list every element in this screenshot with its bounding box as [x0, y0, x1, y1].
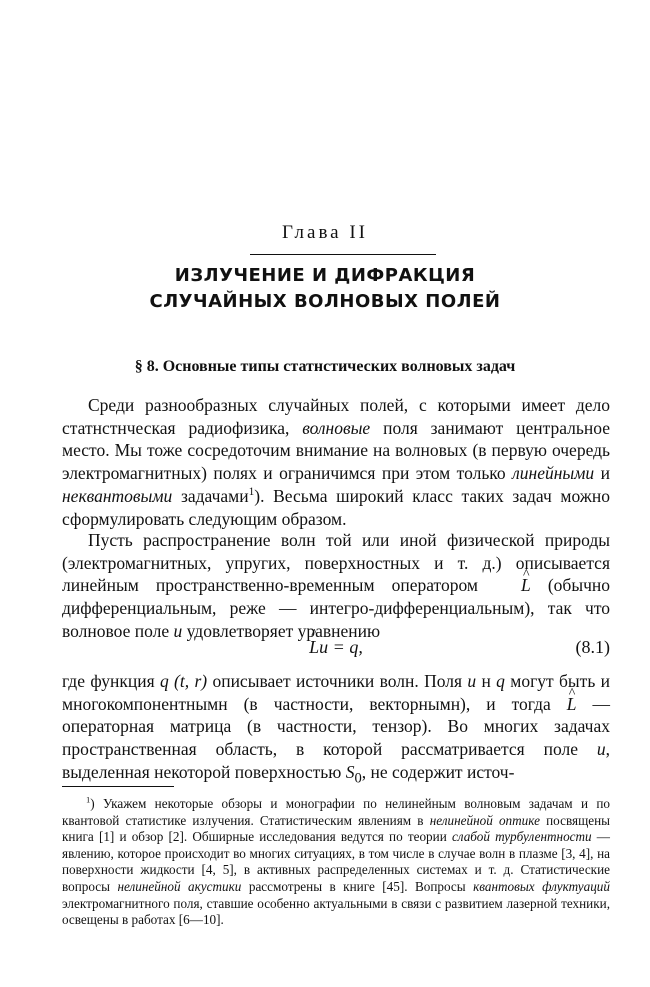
text-run: и [594, 463, 610, 484]
text-run: где функция [62, 671, 160, 691]
chapter-label: Глава II [281, 222, 369, 243]
field-symbol: u [173, 620, 183, 641]
text-run: (обычно дифференциальным, реже — интегро-дифференциальным), так что волновое поле [62, 575, 610, 641]
footnote-ref: 1 [248, 485, 255, 498]
source-symbol: q [496, 671, 505, 691]
text-run: — операторная матрица (в частности, тензор). Во многих задачах пространственная область, в которой рассматривается поле [62, 693, 611, 760]
text-run: электромагнитного поля, ставшие особенно актуальными в связи с развитием лазерной техники, освещены в работах [6—10]. [62, 895, 610, 928]
equation-rest: u = q, [319, 637, 363, 657]
italic-term: квантовых флуктуаций [473, 878, 610, 894]
text-run: посвящены книга [1] и обзор [2]. Обширные исследования ведутся по теории [62, 812, 610, 845]
text-run: рассмотрены в книге [45]. Вопросы [241, 878, 474, 894]
paragraph-2 [62, 529, 610, 643]
footnote-mark: 1 [86, 794, 91, 805]
italic-term: нелинейной оптике [429, 812, 540, 828]
operator-symbol: ^ L [495, 574, 531, 597]
text-run: — явлению, которое происходит во многих ситуациях, в том числе в случае волн в плазме [3, 4], на поверхности жидкости [4, 5], в активных распределенных системах и т. д. Статистические вопросы [62, 829, 610, 894]
text-run: Среди разнообразных случайных полей, с которыми имеет дело статнстнческая радиофизика, [62, 395, 610, 438]
surface-symbol: S [345, 761, 355, 782]
chapter-rule [250, 254, 436, 255]
chapter-title-line-1: ИЗЛУЧЕНИЕ И ДИФРАКЦИЯ [174, 265, 476, 286]
function-args: (t, r) [168, 671, 208, 691]
chapter-title-line-2: СЛУЧАЙНЫХ ВОЛНОВЫХ ПОЛЕЙ [149, 291, 501, 312]
text-run: , не содержит источ- [361, 761, 515, 782]
footnote-1 [62, 796, 610, 929]
equation-8-1 [62, 637, 610, 665]
italic-term: слабой турбулентности [451, 829, 592, 845]
italic-term: линейными [512, 463, 595, 484]
text-run: удовлетворяет уравнению [182, 620, 381, 641]
text-run: Пусть распространение волн той или иной физической природы (электромагнитных, упругих, поверхностных и т. д.) описывается линейным пространственно-временным оператором [62, 530, 610, 596]
text-run: , выделенная некоторой поверхностью [62, 739, 610, 782]
equation-number: (8.1) [575, 637, 610, 657]
italic-term: неквантовыми [62, 485, 173, 506]
text-run: ) Укажем некоторые обзоры и монографии по нелинейным волновым задачам и по квантовой статистике излучения. Статистическим явлениям в [62, 796, 610, 828]
text-run: могут быть и многокомпонентнымн (в частности, векторнымн), и тогда [62, 671, 611, 714]
equation-operator: ^ L [309, 637, 319, 658]
source-symbol: q [159, 671, 169, 691]
field-symbol: u [467, 671, 477, 691]
paragraph-3 [62, 670, 610, 790]
surface-subscript: 0 [354, 770, 362, 787]
text-run: описывает источники волн. Поля [207, 671, 468, 691]
text-run: задачами [172, 485, 249, 506]
section-heading: § 8. Основные типы статнстических волновых задач [134, 358, 516, 375]
text-run: поля занимают центральное место. Мы тоже сосредоточим внимание на волновых (в первую очередь электромагнитных) полях и ограничимся при этом только [62, 417, 610, 484]
chapter-title [0, 263, 650, 315]
field-symbol: u [596, 739, 606, 760]
paragraph-1 [62, 394, 610, 530]
italic-term: нелинейной акустики [117, 878, 242, 894]
text-run: ). Весьма широкий класс таких задач можно сформулировать следующим образом. [62, 485, 610, 529]
italic-term: волновые [302, 417, 371, 438]
footnote-rule [62, 786, 174, 787]
text-run: н [476, 671, 497, 691]
operator-symbol: ^ L [567, 693, 577, 716]
equation-body [62, 637, 610, 658]
